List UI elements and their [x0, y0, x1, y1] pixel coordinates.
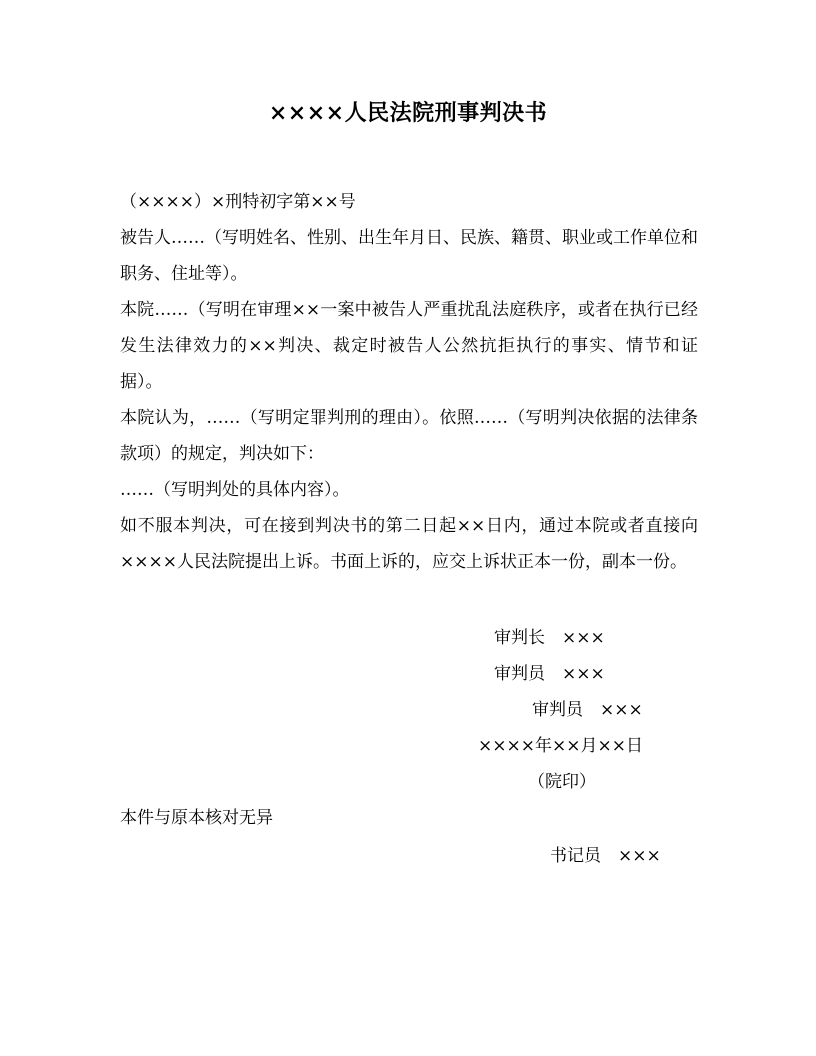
document-title: ××××人民法院刑事判决书 [268, 100, 548, 126]
court-seal: （院印） [528, 772, 596, 792]
facts-paragraph: 本院……（写明在审理××一案中被告人严重扰乱法庭秩序，或者在执行已经发生法律效力的××判决、裁定时被告人公然抗拒执行的事实、情节和证据）。 [120, 300, 698, 392]
defendant-paragraph: 被告人……（写明姓名、性别、出生年月日、民族、籍贯、职业或工作单位和职务、住址等）。 [120, 228, 698, 284]
presiding-judge-signature: 审判长 ××× [494, 628, 605, 648]
document-body [120, 184, 698, 580]
judgment-date: ××××年××月××日 [478, 736, 643, 756]
case-number: （××××）×刑特初字第××号 [120, 192, 356, 212]
reasoning-paragraph: 本院认为，……（写明定罪判刑的理由）。依照……（写明判决依据的法律条款项）的规定，判决如下： [120, 408, 698, 464]
copy-verification-note: 本件与原本核对无异 [120, 808, 273, 828]
judge-signature-1: 审判员 ××× [494, 664, 605, 684]
appeal-paragraph: 如不服本判决，可在接到判决书的第二日起××日内，通过本院或者直接向××××人民法院提出上诉。书面上诉的，应交上诉状正本一份，副本一份。 [120, 516, 698, 572]
clerk-signature: 书记员 ××× [550, 846, 661, 866]
judge-signature-2: 审判员 ××× [532, 700, 643, 720]
judgment-paragraph: ……（写明判处的具体内容）。 [120, 480, 350, 500]
